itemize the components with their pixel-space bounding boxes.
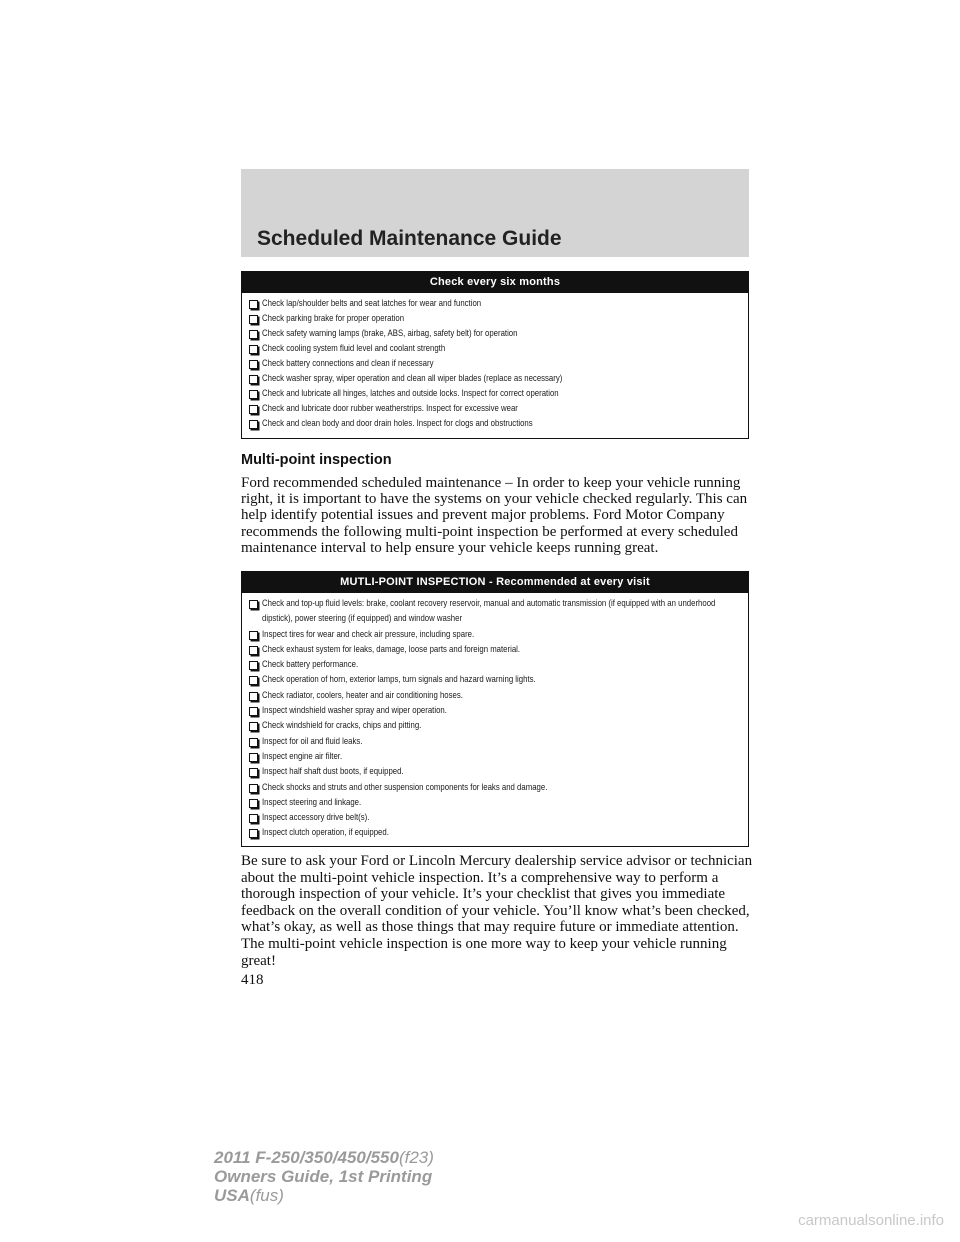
- list-item: Inspect accessory drive belt(s).: [249, 810, 742, 825]
- checkbox-icon: [249, 360, 258, 369]
- footer-line: 2011 F-250/350/450/550(f23): [214, 1148, 434, 1167]
- checkbox-icon: [249, 631, 258, 640]
- list-item: Check parking brake for proper operation: [249, 311, 742, 326]
- list-item: Check lap/shoulder belts and seat latches for wear and function: [249, 296, 742, 311]
- list-item: Check and lubricate door rubber weatherstrips. Inspect for excessive wear: [249, 401, 742, 416]
- header-band: [241, 169, 749, 257]
- footer-line: Owners Guide, 1st Printing: [214, 1167, 433, 1186]
- checkbox-icon: [249, 799, 258, 808]
- list-item: Check washer spray, wiper operation and clean all wiper blades (replace as necessary): [249, 371, 742, 386]
- checkbox-icon: [249, 345, 258, 354]
- checkbox-icon: [249, 420, 258, 429]
- checkbox-icon: [249, 676, 258, 685]
- footer-line: USA(fus): [214, 1186, 284, 1205]
- list-item: Inspect half shaft dust boots, if equipped.: [249, 764, 742, 779]
- checkbox-icon: [249, 768, 258, 777]
- checkbox-icon: [249, 707, 258, 716]
- checkbox-icon: [249, 661, 258, 670]
- checkbox-icon: [249, 300, 258, 309]
- list-item: Check and top-up fluid levels: brake, coolant recovery reservoir, manual and automatic transmission (if equipped with an underhood dipstick), power steering (if equipped) and window washer: [249, 596, 742, 627]
- list-item: Inspect for oil and fluid leaks.: [249, 734, 742, 749]
- checkbox-icon: [249, 784, 258, 793]
- list-item: Check cooling system fluid level and coolant strength: [249, 341, 742, 356]
- intro-paragraph: Ford recommended scheduled maintenance – In order to keep your vehicle running right, it is important to have the systems on your vehicle checked regularly. This can help identify potential issues and prevent major problems. Ford Motor Company recommends the following multi-point inspection be performed at every scheduled maintenance interval to help ensure your vehicle keeps running great.: [241, 475, 748, 556]
- list-item: Check exhaust system for leaks, damage, loose parts and foreign material.: [249, 642, 742, 657]
- list-item: Check and lubricate all hinges, latches and outside locks. Inspect for correct operation: [249, 386, 742, 401]
- closing-paragraph: Be sure to ask your Ford or Lincoln Mercury dealership service advisor or technician about the multi-point vehicle inspection. It’s a comprehensive way to perform a thorough inspection of your vehicle. It’s your checklist that gives you immediate feedback on the overall condition of your vehicle. You’ll know what’s been checked, what’s okay, as well as those things that may require future or immediate attention. The multi-point vehicle inspection is one more way to keep your vehicle running great!: [241, 853, 753, 969]
- list-item: Inspect steering and linkage.: [249, 795, 742, 810]
- list-item: Inspect tires for wear and check air pressure, including spare.: [249, 627, 742, 642]
- list-item: Check battery performance.: [249, 657, 742, 672]
- list-item: Check windshield for cracks, chips and pitting.: [249, 718, 742, 733]
- checkbox-icon: [249, 753, 258, 762]
- checkbox-icon: [249, 814, 258, 823]
- list-item: Check safety warning lamps (brake, ABS, airbag, safety belt) for operation: [249, 326, 742, 341]
- list-item: Inspect engine air filter.: [249, 749, 742, 764]
- checklist-heading: MUTLI-POINT INSPECTION - Recommended at every visit: [242, 572, 748, 593]
- checklist-items: [242, 293, 748, 431]
- checkbox-icon: [249, 722, 258, 731]
- checkbox-icon: [249, 646, 258, 655]
- six-month-checklist: [241, 271, 749, 439]
- section-heading: Multi-point inspection: [241, 452, 392, 468]
- checkbox-icon: [249, 738, 258, 747]
- checkbox-icon: [249, 390, 258, 399]
- page-title: Scheduled Maintenance Guide: [257, 227, 562, 250]
- list-item: Inspect windshield washer spray and wiper operation.: [249, 703, 742, 718]
- list-item: Check operation of horn, exterior lamps, turn signals and hazard warning lights.: [249, 672, 742, 687]
- list-item: Check radiator, coolers, heater and air conditioning hoses.: [249, 688, 742, 703]
- checkbox-icon: [249, 330, 258, 339]
- checkbox-icon: [249, 829, 258, 838]
- checklist-heading: Check every six months: [242, 272, 748, 293]
- checkbox-icon: [249, 600, 258, 609]
- watermark: carmanualsonline.info: [798, 1212, 944, 1229]
- checkbox-icon: [249, 375, 258, 384]
- checkbox-icon: [249, 315, 258, 324]
- page-number: 418: [241, 972, 264, 988]
- print-footer: [214, 1148, 434, 1205]
- multi-point-checklist: [241, 571, 749, 847]
- checklist-items: [242, 593, 748, 841]
- checkbox-icon: [249, 405, 258, 414]
- list-item: Check and clean body and door drain holes. Inspect for clogs and obstructions: [249, 416, 742, 431]
- checkbox-icon: [249, 692, 258, 701]
- list-item: Inspect clutch operation, if equipped.: [249, 825, 742, 840]
- list-item: Check shocks and struts and other suspension components for leaks and damage.: [249, 780, 742, 795]
- list-item: Check battery connections and clean if necessary: [249, 356, 742, 371]
